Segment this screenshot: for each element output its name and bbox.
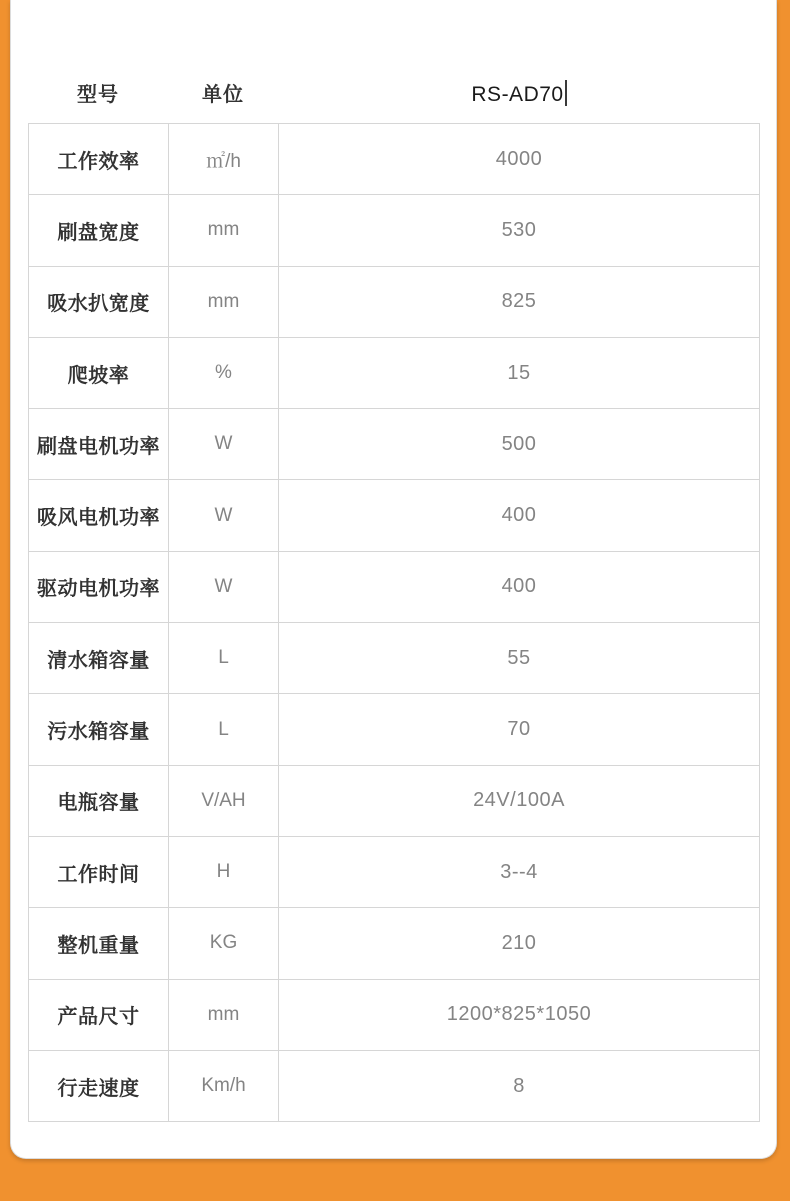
spec-row xyxy=(28,337,760,408)
spec-unit-cell: W xyxy=(168,480,278,550)
spec-label-cell: 爬坡率 xyxy=(28,338,168,408)
spec-row xyxy=(28,693,760,764)
spec-value-cell: 400 xyxy=(278,552,760,622)
spec-label-cell: 驱动电机功率 xyxy=(28,552,168,622)
spec-row xyxy=(28,479,760,550)
spec-value-cell: 70 xyxy=(278,694,760,764)
spec-value-cell: 3--4 xyxy=(278,837,760,907)
spec-value-cell: 530 xyxy=(278,195,760,265)
spec-label-cell: 吸风电机功率 xyxy=(28,480,168,550)
spec-label-cell: 电瓶容量 xyxy=(28,766,168,836)
spec-unit-cell: mm xyxy=(168,980,278,1050)
spec-unit-cell: W xyxy=(168,409,278,479)
spec-label-cell: 整机重量 xyxy=(28,908,168,978)
spec-row xyxy=(28,266,760,337)
spec-unit-cell: W xyxy=(168,552,278,622)
spec-value-cell: 8 xyxy=(278,1051,760,1121)
spec-unit-cell: V/AH xyxy=(168,766,278,836)
spec-unit-cell: L xyxy=(168,694,278,764)
spec-row xyxy=(28,551,760,622)
spec-unit-cell: ㎡/h xyxy=(168,124,278,194)
model-value-text: RS-AD70 xyxy=(471,83,564,106)
spec-unit-cell: L xyxy=(168,623,278,693)
spec-value-cell: 500 xyxy=(278,409,760,479)
spec-row xyxy=(28,765,760,836)
spec-label-cell: 行走速度 xyxy=(28,1051,168,1121)
spec-row xyxy=(28,194,760,265)
spec-value-cell: 15 xyxy=(278,338,760,408)
spec-label-cell: 工作效率 xyxy=(28,124,168,194)
unit-column-header: 单位 xyxy=(202,84,244,106)
spec-unit-cell: mm xyxy=(168,267,278,337)
model-column-header: 型号 xyxy=(77,84,119,106)
spec-row xyxy=(28,408,760,479)
spec-table-body xyxy=(28,123,760,1122)
text-cursor xyxy=(565,80,567,106)
spec-unit-cell: Km/h xyxy=(168,1051,278,1121)
spec-value-cell: 4000 xyxy=(278,124,760,194)
spec-label-cell: 清水箱容量 xyxy=(28,623,168,693)
spec-value-cell: 210 xyxy=(278,908,760,978)
spec-row xyxy=(28,1050,760,1121)
spec-value-cell: 400 xyxy=(278,480,760,550)
table-header-row xyxy=(28,0,760,123)
spec-unit-cell: mm xyxy=(168,195,278,265)
spec-unit-cell: H xyxy=(168,837,278,907)
spec-unit-cell: KG xyxy=(168,908,278,978)
spec-label-cell: 产品尺寸 xyxy=(28,980,168,1050)
spec-value-cell: 825 xyxy=(278,267,760,337)
model-value-header xyxy=(278,83,760,107)
spec-label-cell: 工作时间 xyxy=(28,837,168,907)
spec-value-cell: 24V/100A xyxy=(278,766,760,836)
spec-value-cell: 1200*825*1050 xyxy=(278,980,760,1050)
spec-label-cell: 刷盘电机功率 xyxy=(28,409,168,479)
spec-sheet-card xyxy=(10,0,777,1159)
spec-row xyxy=(28,622,760,693)
spec-row xyxy=(28,979,760,1050)
spec-row xyxy=(28,836,760,907)
spec-label-cell: 吸水扒宽度 xyxy=(28,267,168,337)
spec-label-cell: 污水箱容量 xyxy=(28,694,168,764)
spec-row xyxy=(28,123,760,194)
spec-unit-cell: % xyxy=(168,338,278,408)
spec-row xyxy=(28,907,760,978)
spec-label-cell: 刷盘宽度 xyxy=(28,195,168,265)
spec-value-cell: 55 xyxy=(278,623,760,693)
